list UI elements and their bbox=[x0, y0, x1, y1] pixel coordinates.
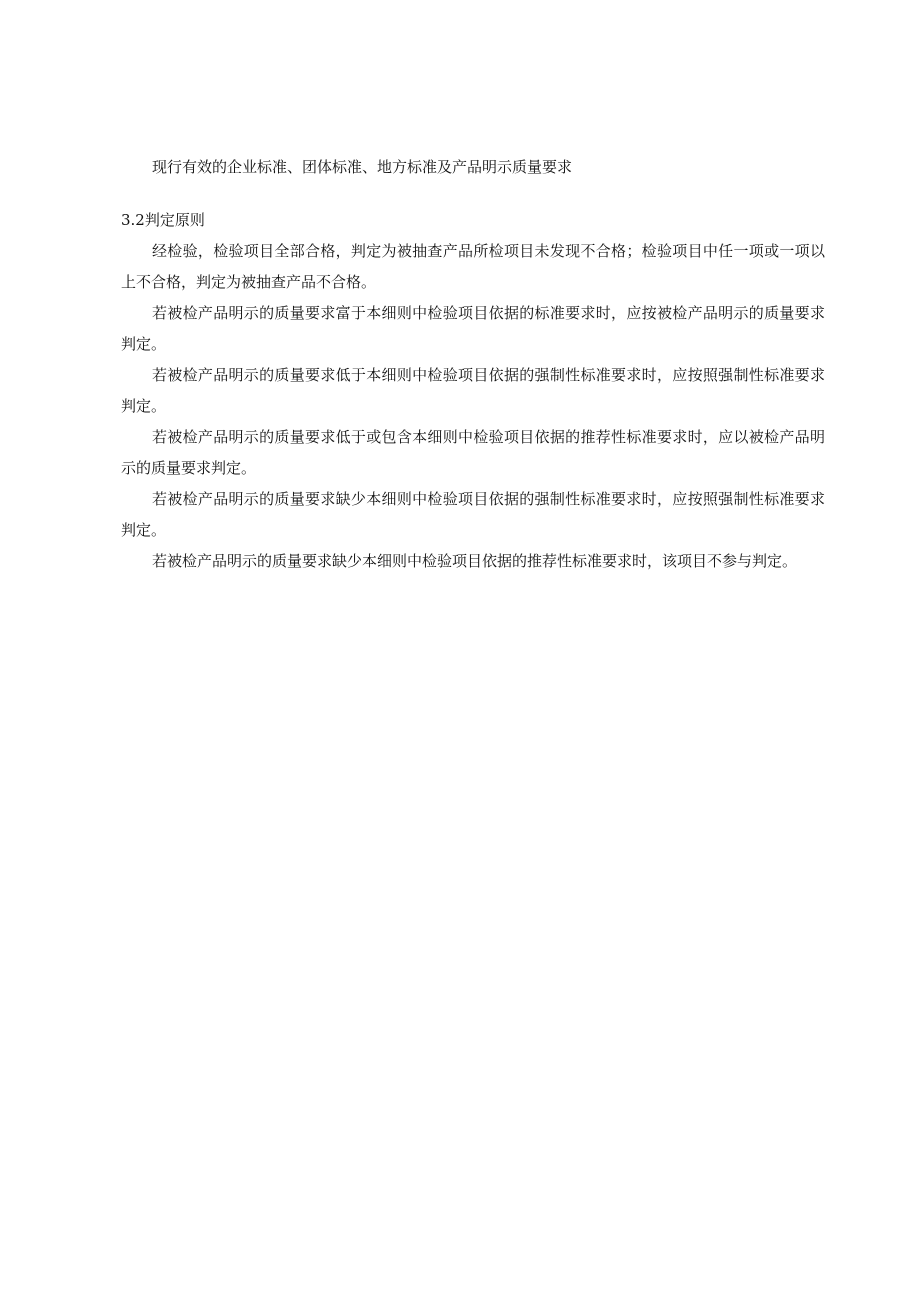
document-body bbox=[121, 152, 825, 577]
paragraph-1: 经检验，检验项目全部合格，判定为被抽查产品所检项目未发现不合格；检验项目中任一项或一项以上不合格，判定为被抽查产品不合格。 bbox=[121, 242, 825, 291]
paragraph-5: 若被检产品明示的质量要求缺少本细则中检验项目依据的强制性标准要求时，应按照强制性标准要求判定。 bbox=[121, 490, 825, 539]
paragraph-2: 若被检产品明示的质量要求富于本细则中检验项目依据的标准要求时，应按被检产品明示的质量要求判定。 bbox=[121, 304, 825, 353]
section-heading: 3.2判定原则 bbox=[121, 211, 205, 229]
paragraph-6: 若被检产品明示的质量要求缺少本细则中检验项目依据的推荐性标准要求时，该项目不参与判定。 bbox=[152, 552, 798, 570]
paragraph-4: 若被检产品明示的质量要求低于或包含本细则中检验项目依据的推荐性标准要求时，应以被检产品明示的质量要求判定。 bbox=[121, 428, 825, 477]
paragraph-3: 若被检产品明示的质量要求低于本细则中检验项目依据的强制性标准要求时，应按照强制性标准要求判定。 bbox=[121, 366, 825, 415]
intro-line: 现行有效的企业标准、团体标准、地方标准及产品明示质量要求 bbox=[152, 158, 573, 176]
